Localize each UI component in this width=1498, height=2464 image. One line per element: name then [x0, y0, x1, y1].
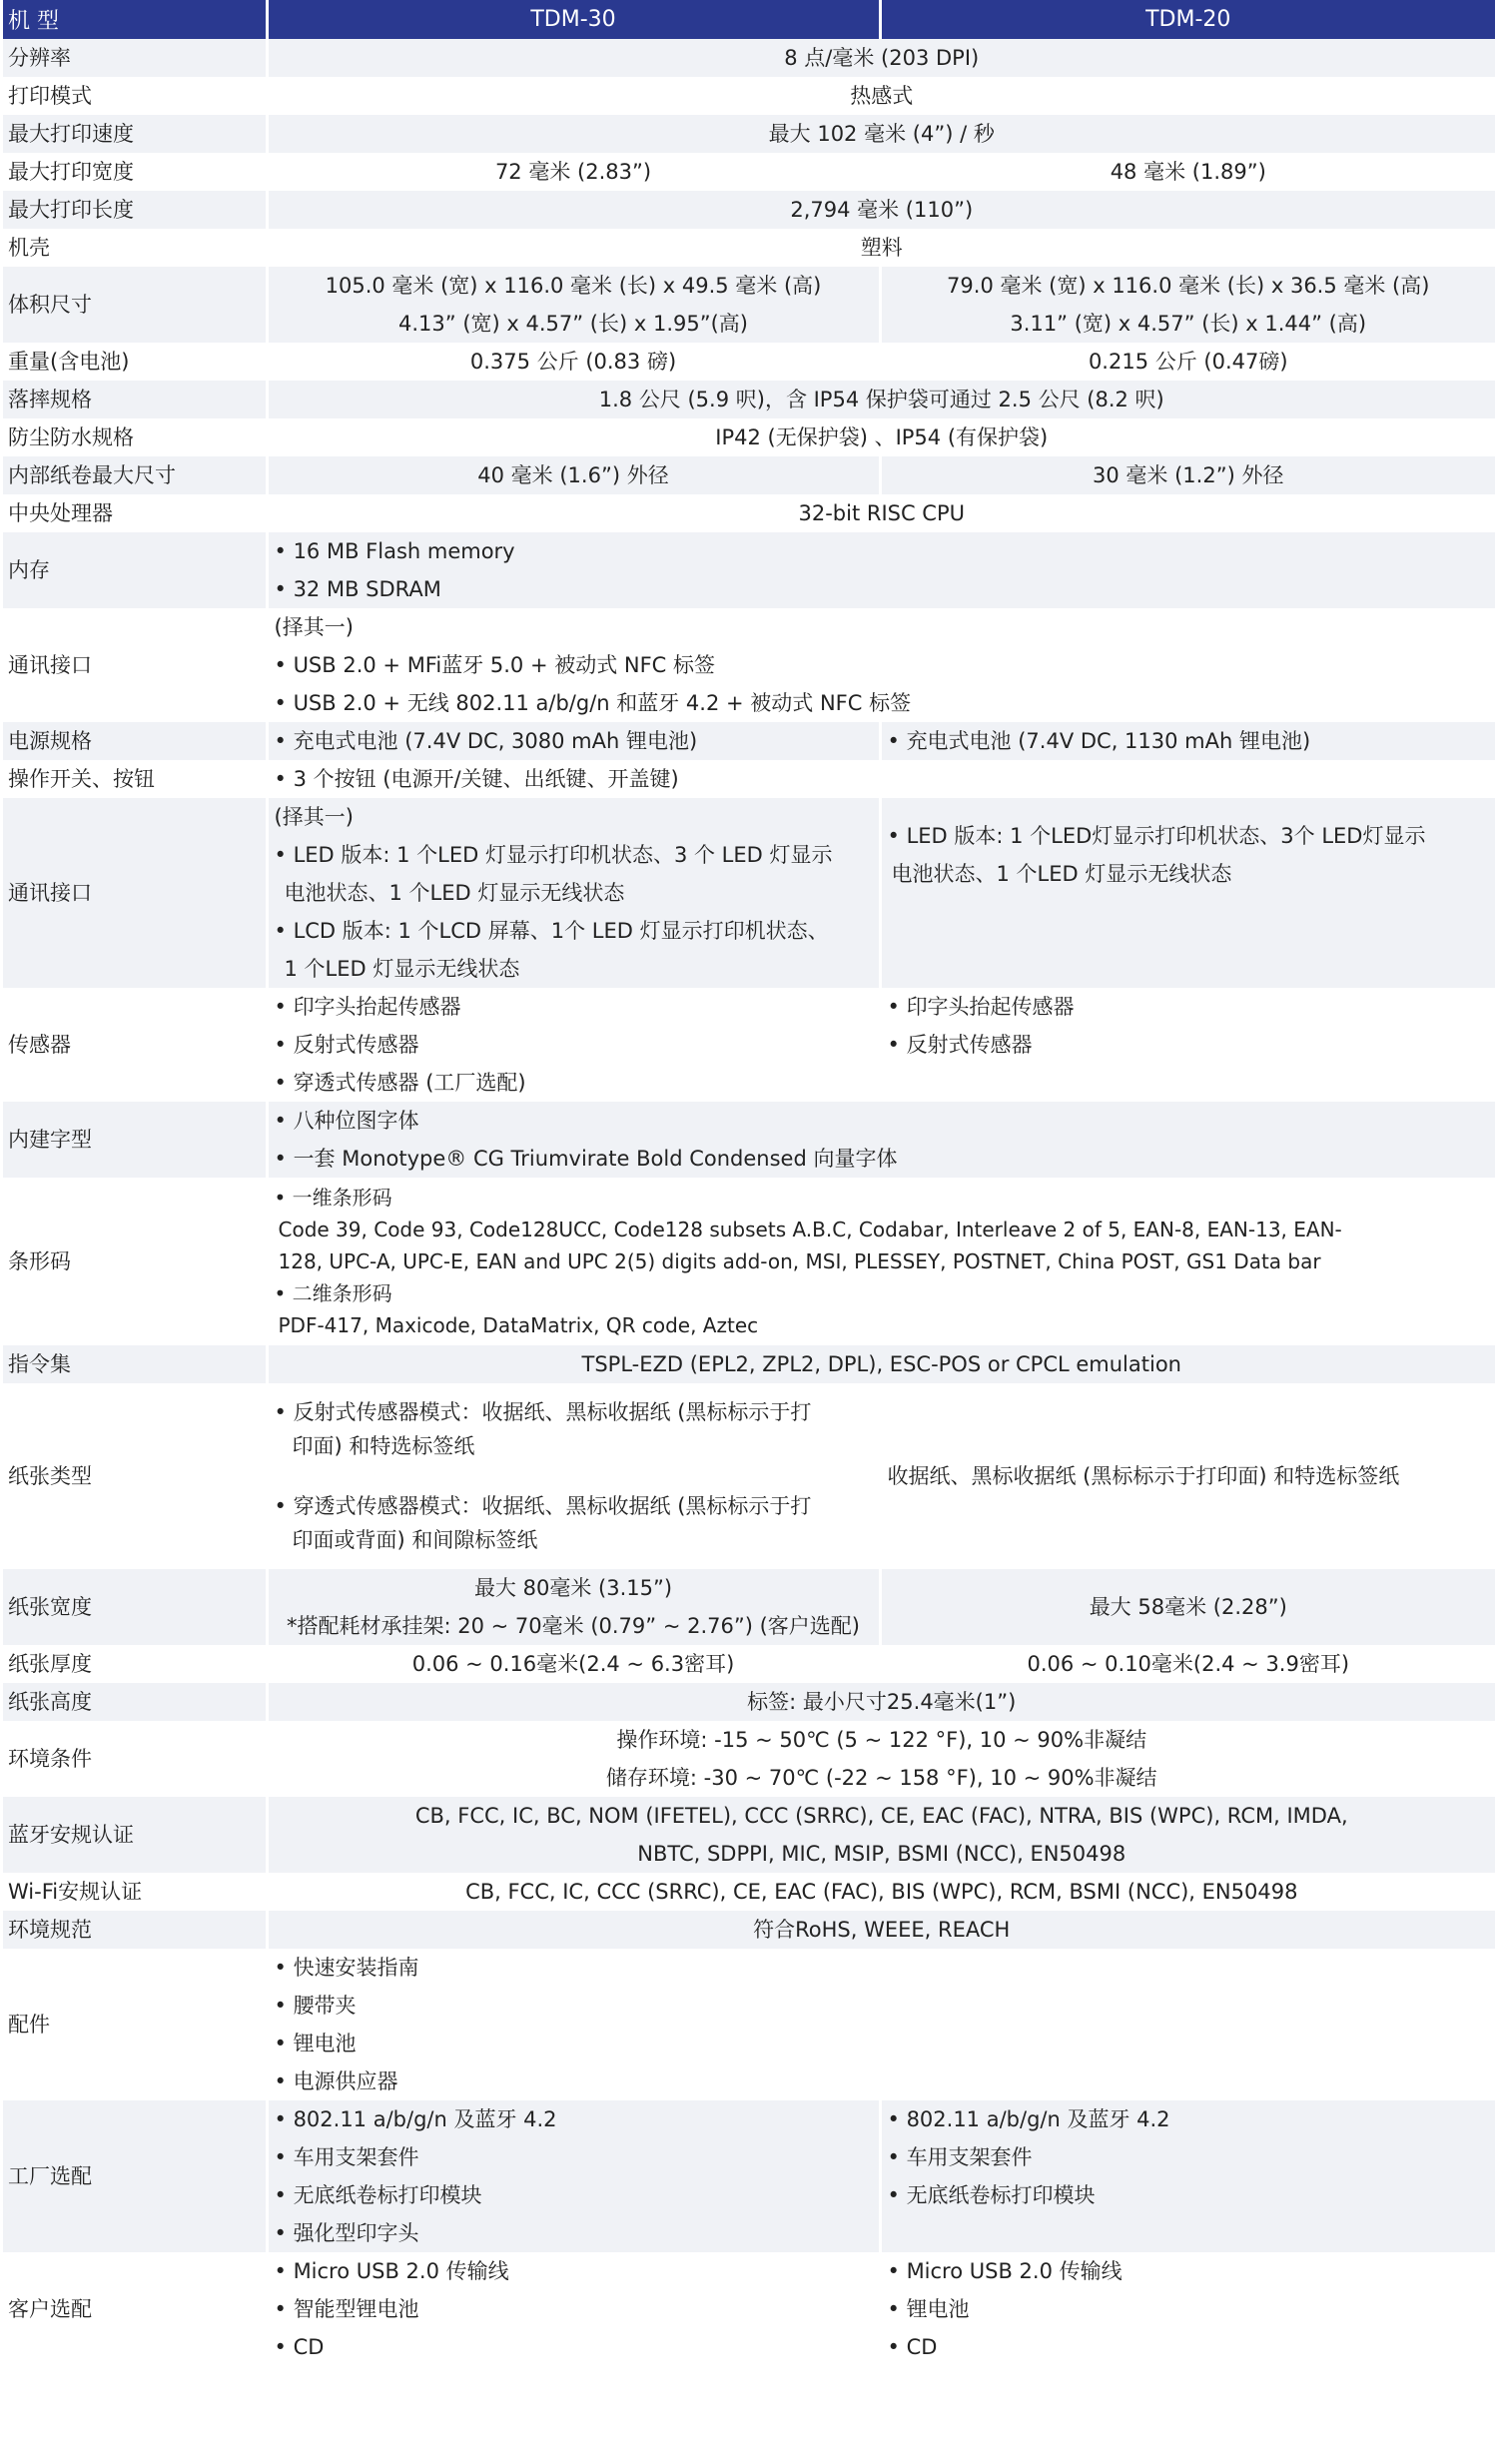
row-label: 纸张类型: [3, 1383, 267, 1569]
list-item: • 反射式传感器: [275, 1026, 873, 1064]
value-model-b: 最大 58毫米 (2.28”): [880, 1569, 1495, 1645]
row-value: [267, 1949, 1495, 2100]
value-model-b: [880, 2100, 1495, 2252]
row-value: [267, 1102, 1495, 1178]
value-model-a: [267, 2252, 880, 2366]
value-model-b: 30 毫米 (1.2”) 外径: [880, 456, 1495, 494]
list-item: • Micro USB 2.0 传输线: [888, 2252, 1490, 2290]
barcode-list: PDF-417, Maxicode, DataMatrix, QR code, Aztec: [278, 1313, 759, 1337]
value-line: CB, FCC, IC, BC, NOM (IFETEL), CCC (SRRC), CE, EAC (FAC), NTRA, BIS (WPC), RCM, IMDA,: [414, 1804, 1348, 1828]
table-row: [3, 115, 1495, 153]
list-item: • 充电式电池 (7.4V DC, 1130 mAh 锂电池): [888, 729, 1311, 753]
row-label: 配件: [3, 1949, 267, 2100]
row-value: [267, 1797, 1495, 1873]
value-line: 操作环境: -15 ~ 50℃ (5 ~ 122 °F), 10 ~ 90%非凝结: [616, 1728, 1147, 1752]
row-label: 操作开关、按钮: [3, 760, 267, 798]
row-label: 重量(含电池): [3, 343, 267, 381]
value-model-b: [880, 2252, 1495, 2366]
value-model-a: [267, 1569, 880, 1645]
table-row: [3, 381, 1495, 418]
table-row: [3, 1873, 1495, 1911]
list-item: • 八种位图字体: [275, 1102, 1490, 1140]
value-model-b: 0.215 公斤 (0.47磅): [880, 343, 1495, 381]
row-label: 机壳: [3, 229, 267, 267]
list-item: • 腰带夹: [275, 1987, 1490, 2025]
list-item-continued: 1 个LED 灯显示无线状态: [284, 957, 520, 981]
list-item-continued: 电池状态、1 个LED 灯显示无线状态: [891, 862, 1232, 886]
row-label: 通讯接口: [3, 798, 267, 988]
list-item: • 二维条形码: [275, 1277, 1490, 1309]
table-row: [3, 722, 1495, 760]
value-model-b: 48 毫米 (1.89”): [880, 153, 1495, 191]
row-value: 32-bit RISC CPU: [267, 494, 1495, 532]
value-model-a: 0.375 公斤 (0.83 磅): [267, 343, 880, 381]
table-row: [3, 456, 1495, 494]
row-value: 标签: 最小尺寸25.4毫米(1”): [267, 1683, 1495, 1721]
table-row: [3, 1721, 1495, 1797]
list-item: • 16 MB Flash memory: [275, 532, 1490, 570]
table-row: [3, 1645, 1495, 1683]
list-item: • 印字头抬起传感器: [275, 988, 873, 1026]
spec-table: [3, 0, 1495, 2366]
value-model-b: [880, 722, 1495, 760]
row-label: 环境条件: [3, 1721, 267, 1797]
value-model-b: [880, 988, 1495, 1102]
value-line: 3.11” (宽) x 4.57” (长) x 1.44” (高): [1010, 312, 1367, 336]
table-row: [3, 191, 1495, 229]
table-row: [3, 153, 1495, 191]
table-row: [3, 418, 1495, 456]
table-row: [3, 39, 1495, 77]
value-line: 79.0 毫米 (宽) x 116.0 毫米 (长) x 36.5 毫米 (高): [947, 274, 1430, 298]
row-label: 防尘防水规格: [3, 418, 267, 456]
list-item: • USB 2.0 + MFi蓝牙 5.0 + 被动式 NFC 标签: [275, 646, 1490, 684]
row-label: 指令集: [3, 1345, 267, 1383]
header-row: [3, 0, 1495, 39]
row-label: 纸张高度: [3, 1683, 267, 1721]
table-row: [3, 494, 1495, 532]
list-item: • 车用支架套件: [888, 2138, 1490, 2176]
value-model-a: [267, 722, 880, 760]
row-label: 内建字型: [3, 1102, 267, 1178]
list-item: • 反射式传感器: [888, 1026, 1490, 1064]
table-row: [3, 1797, 1495, 1873]
row-label: 最大打印速度: [3, 115, 267, 153]
row-label: 蓝牙安规认证: [3, 1797, 267, 1873]
row-value: CB, FCC, IC, CCC (SRRC), CE, EAC (FAC), BIS (WPC), RCM, BSMI (NCC), EN50498: [267, 1873, 1495, 1911]
table-row: [3, 760, 1495, 798]
table-row: [3, 1345, 1495, 1383]
row-label: 体积尺寸: [3, 267, 267, 343]
note-text: (择其一): [274, 615, 354, 639]
value-model-a: [267, 1383, 880, 1569]
row-value: TSPL-EZD (EPL2, ZPL2, DPL), ESC-POS or CPCL emulation: [267, 1345, 1495, 1383]
table-row: [3, 1102, 1495, 1178]
value-model-a: 0.06 ~ 0.16毫米(2.4 ~ 6.3密耳): [267, 1645, 880, 1683]
table-row: [3, 1949, 1495, 2100]
barcode-list: Code 39, Code 93, Code128UCC, Code128 subsets A.B.C, Codabar, Interleave 2 of 5, EAN-8, EAN-13, EAN-: [278, 1218, 1342, 1241]
header-model-a: TDM-30: [267, 0, 880, 39]
row-value: [267, 608, 1495, 722]
row-value: 2,794 毫米 (110”): [267, 191, 1495, 229]
list-item-continued: 电池状态、1 个LED 灯显示无线状态: [284, 881, 625, 905]
row-label: 纸张宽度: [3, 1569, 267, 1645]
value-model-b: [880, 798, 1495, 988]
value-line: 105.0 毫米 (宽) x 116.0 毫米 (长) x 49.5 毫米 (高): [325, 274, 822, 298]
list-item: • 锂电池: [275, 2025, 1490, 2062]
row-value: [267, 1721, 1495, 1797]
row-value: [267, 532, 1495, 608]
row-label: 纸张厚度: [3, 1645, 267, 1683]
list-item: • 穿透式传感器 (工厂选配): [275, 1064, 873, 1102]
header-label: 机 型: [3, 0, 267, 39]
list-item: • 3 个按钮 (电源开/关键、出纸键、开盖键): [275, 767, 679, 791]
list-item: • CD: [275, 2328, 873, 2366]
row-label: 通讯接口: [3, 608, 267, 722]
list-item: • 印字头抬起传感器: [888, 988, 1490, 1026]
row-label: 分辨率: [3, 39, 267, 77]
list-item: • LED 版本: 1 个LED 灯显示打印机状态、3 个 LED 灯显示: [275, 836, 873, 874]
list-item: • 充电式电池 (7.4V DC, 3080 mAh 锂电池): [275, 729, 698, 753]
table-row: [3, 988, 1495, 1102]
value-model-b: 0.06 ~ 0.10毫米(2.4 ~ 3.9密耳): [880, 1645, 1495, 1683]
list-item: • 无底纸卷标打印模块: [888, 2176, 1490, 2214]
list-item: • 电源供应器: [275, 2062, 1490, 2100]
table-row: [3, 77, 1495, 115]
list-item: • 快速安装指南: [275, 1949, 1490, 1987]
row-value: 热感式: [267, 77, 1495, 115]
row-value: 塑料: [267, 229, 1495, 267]
row-value: IP42 (无保护袋) 、IP54 (有保护袋): [267, 418, 1495, 456]
header-model-b: TDM-20: [880, 0, 1495, 39]
table-row: [3, 2252, 1495, 2366]
table-row: [3, 1911, 1495, 1949]
value-line: NBTC, SDPPI, MIC, MSIP, BSMI (NCC), EN50498: [637, 1842, 1126, 1866]
value-model-a: [267, 798, 880, 988]
row-label: 最大打印宽度: [3, 153, 267, 191]
table-row: [3, 608, 1495, 722]
list-item-continued: 印面) 和特选标签纸: [292, 1434, 475, 1458]
table-row: [3, 1383, 1495, 1569]
row-value: 符合RoHS, WEEE, REACH: [267, 1911, 1495, 1949]
row-label: 工厂选配: [3, 2100, 267, 2252]
value-model-a: [267, 267, 880, 343]
list-item: • 802.11 a/b/g/n 及蓝牙 4.2: [888, 2100, 1490, 2138]
row-label: 环境规范: [3, 1911, 267, 1949]
row-label: 内存: [3, 532, 267, 608]
row-label: 落摔规格: [3, 381, 267, 418]
value-line: 4.13” (宽) x 4.57” (长) x 1.95”(高): [398, 312, 748, 336]
row-value: 1.8 公尺 (5.9 呎)，含 IP54 保护袋可通过 2.5 公尺 (8.2 呎): [267, 381, 1495, 418]
table-row: [3, 2100, 1495, 2252]
value-model-a: 72 毫米 (2.83”): [267, 153, 880, 191]
row-label: 传感器: [3, 988, 267, 1102]
list-item: • LED 版本: 1 个LED灯显示打印机状态、3个 LED灯显示: [888, 817, 1490, 855]
row-value: [267, 760, 1495, 798]
list-item: • 一维条形码: [275, 1182, 1490, 1214]
value-model-a: [267, 2100, 880, 2252]
table-row: [3, 1569, 1495, 1645]
list-item: • 802.11 a/b/g/n 及蓝牙 4.2: [275, 2100, 873, 2138]
value-line: 储存环境: -30 ~ 70℃ (-22 ~ 158 °F), 10 ~ 90%非凝结: [605, 1766, 1157, 1790]
list-item: • Micro USB 2.0 传输线: [275, 2252, 873, 2290]
value-line: *搭配耗材承挂架: 20 ~ 70毫米 (0.79” ~ 2.76”) (客户选配): [287, 1614, 860, 1638]
row-label: 客户选配: [3, 2252, 267, 2366]
list-item: • CD: [888, 2328, 1490, 2366]
table-row: [3, 229, 1495, 267]
list-item: • 一套 Monotype® CG Triumvirate Bold Condensed 向量字体: [275, 1140, 1490, 1178]
table-row: [3, 1683, 1495, 1721]
note-text: (择其一): [274, 805, 354, 829]
table-row: [3, 267, 1495, 343]
row-value: [267, 1178, 1495, 1345]
list-item: • 无底纸卷标打印模块: [275, 2176, 873, 2214]
list-item: • 反射式传感器模式：收据纸、黑标收据纸 (黑标标示于打: [275, 1395, 873, 1429]
list-item: • 穿透式传感器模式：收据纸、黑标收据纸 (黑标标示于打: [275, 1489, 873, 1523]
table-row: [3, 532, 1495, 608]
list-item: • 智能型锂电池: [275, 2290, 873, 2328]
row-label: 打印模式: [3, 77, 267, 115]
row-label: 最大打印长度: [3, 191, 267, 229]
row-label: 中央处理器: [3, 494, 267, 532]
row-value: 最大 102 毫米 (4”) / 秒: [267, 115, 1495, 153]
table-row: [3, 798, 1495, 988]
list-item: • LCD 版本: 1 个LCD 屏幕、1个 LED 灯显示打印机状态、: [275, 912, 873, 950]
value-line: 最大 80毫米 (3.15”): [473, 1576, 673, 1600]
row-label: 条形码: [3, 1178, 267, 1345]
row-label: 内部纸卷最大尺寸: [3, 456, 267, 494]
row-label: Wi-Fi安规认证: [3, 1873, 267, 1911]
list-item: • 车用支架套件: [275, 2138, 873, 2176]
list-item: • 强化型印字头: [275, 2214, 873, 2252]
barcode-list: 128, UPC-A, UPC-E, EAN and UPC 2(5) digits add-on, MSI, PLESSEY, POSTNET, China POST, GS1 Data bar: [278, 1249, 1321, 1273]
table-row: [3, 343, 1495, 381]
value-model-b: 收据纸、黑标收据纸 (黑标标示于打印面) 和特选标签纸: [880, 1383, 1495, 1569]
value-model-b: [880, 267, 1495, 343]
value-model-a: [267, 988, 880, 1102]
list-item: • 锂电池: [888, 2290, 1490, 2328]
table-row: [3, 1178, 1495, 1345]
list-item: • USB 2.0 + 无线 802.11 a/b/g/n 和蓝牙 4.2 + 被动式 NFC 标签: [275, 684, 1490, 722]
list-item-continued: 印面或背面) 和间隙标签纸: [292, 1528, 538, 1552]
row-value: 8 点/毫米 (203 DPI): [267, 39, 1495, 77]
list-item: • 32 MB SDRAM: [275, 570, 1490, 608]
value-model-a: 40 毫米 (1.6”) 外径: [267, 456, 880, 494]
row-label: 电源规格: [3, 722, 267, 760]
